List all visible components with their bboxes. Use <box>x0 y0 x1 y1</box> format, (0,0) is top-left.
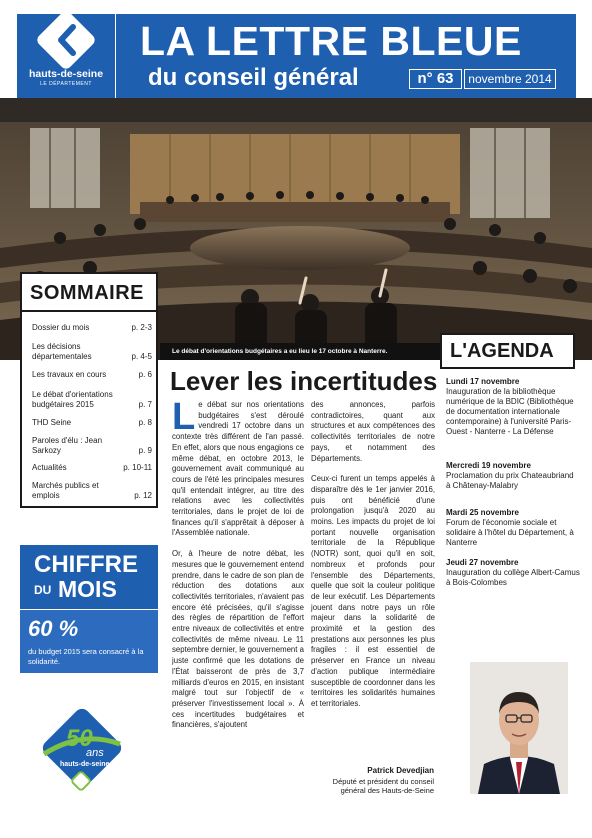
masthead <box>116 14 576 98</box>
agenda-date: Mercredi 19 novembre <box>446 461 531 470</box>
toc-item[interactable] <box>32 342 152 362</box>
logo-subtitle: LE DÉPARTEMENT <box>40 81 92 87</box>
toc-page: p. 8 <box>138 418 152 427</box>
chiffre-title: CHIFFRE <box>34 551 138 578</box>
anniversary-number: 50 <box>66 725 93 752</box>
article-headline: Lever les incertitudes <box>170 366 438 396</box>
portrait-illustration <box>470 662 568 794</box>
article-paragraph: Ceux-ci furent un temps appelés à disparaître dès le 1er janvier 2016, puis ont bénéficié d'une prolongation jusqu'à 2020 au moins. Les impacts du projet de loi portant nouvelle organisation territoriale de la République (NOTR) sont, quoi qu'il en soit, nombreux et profonds pour l'ensemble des Départements, quelle que soit la couleur politique de leur exécutif. Les Départements jouent dans notre pays un rôle majeur dans la solidarité de proximité et la gestion des prestations aux personnes les plus fragiles : il est essentiel de préserver en France un niveau d'action publique intermédiaire susceptible de coordonner dans les territoires les solidarités humaines et territoriales. <box>311 474 435 708</box>
logo-name: hauts-de-seine <box>28 68 104 80</box>
toc-label: Marchés publics et emplois <box>32 481 99 500</box>
toc-item[interactable] <box>32 370 152 380</box>
toc-label: Actualités <box>32 463 67 472</box>
agenda-item <box>446 377 580 437</box>
newsletter-subtitle: du conseil général <box>148 64 359 91</box>
newsletter-title: LA LETTRE BLEUE <box>140 18 522 64</box>
agenda-text: Inauguration de la bibliothèque numérique de la BDIC (Bibliothèque de documentation internationale contemporaine) à l'université Paris-Ouest - Nanterre - La Défense <box>446 387 574 436</box>
agenda-item <box>446 461 580 491</box>
signature-role: Député et président du conseil général des Hauts-de-Seine <box>332 777 434 795</box>
anniversary-word: ans <box>86 747 104 759</box>
anniversary-brand: hauts-de-seine <box>60 761 110 768</box>
chevron-left-icon <box>53 24 79 56</box>
issue-number: n° 63 <box>409 69 462 89</box>
toc-label: Le débat d'orientations budgétaires 2015 <box>32 390 113 409</box>
agenda-list <box>440 369 580 599</box>
chiffre-mois: MOIS <box>58 576 117 602</box>
photo-caption: Le débat d'orientations budgétaires a eu lieu le 17 octobre à Nanterre. <box>160 343 440 360</box>
toc-page: p. 7 <box>138 400 152 409</box>
toc-label: Les décisions départementales <box>32 342 92 361</box>
chiffre-text: du budget 2015 sera consacré à la solidarité. <box>28 647 144 666</box>
article-paragraph <box>172 396 304 539</box>
article-column-2 <box>311 400 435 720</box>
figure-of-month-header <box>20 545 158 609</box>
toc-page: p. 2-3 <box>131 323 152 332</box>
agenda-heading: L'AGENDA <box>450 340 554 362</box>
toc-label: Dossier du mois <box>32 323 90 332</box>
article-paragraph: des annonces, parfois contradictoires, quant aux structures et aux compétences des collectivités territoriales de notre pays, et notamment des Départements. <box>311 400 435 463</box>
article-paragraph: Or, à l'heure de notre débat, les mesures que le gouvernement entend prendre, dans le cadre de son plan de réduction des dotations aux collectivités territoriales, n'avaient pas encore été précisées, qu'il s'agisse des règles de répartition de l'effort entre niveaux de collectivités et entre collectivités de même niveau. Le 11 septembre dernier, le gouvernement a juste confirmé que les dotations de l'État baisseront de près de 3,7 milliards d'euros en 2015, en insistant malgré tout sur l'objectif de « préserver l'investissement local ». À ces incertitudes budgétaires et financières, s'ajoutent <box>172 549 304 730</box>
toc-item[interactable] <box>32 390 152 410</box>
chiffre-value: 60 % <box>28 616 79 641</box>
fifty-years-logo <box>34 700 130 796</box>
toc-page: p. 12 <box>134 491 152 500</box>
chiffre-du: DU <box>34 583 52 597</box>
agenda-text: Forum de l'économie sociale et solidaire à l'hôtel du Département, à Nanterre <box>446 518 574 547</box>
agenda-date: Jeudi 27 novembre <box>446 558 519 567</box>
toc-item[interactable] <box>32 323 152 333</box>
agenda-date: Mardi 25 novembre <box>446 508 519 517</box>
agenda-text: Inauguration du collège Albert-Camus à Bois-Colombes <box>446 568 580 587</box>
toc-label: Les travaux en cours <box>32 370 107 379</box>
figure-of-month-body <box>20 610 158 673</box>
table-of-contents <box>20 272 158 508</box>
toc-label: Paroles d'élu : Jean Sarkozy <box>32 436 103 455</box>
signature-name: Patrick Devedjian <box>367 766 434 775</box>
toc-page: p. 9 <box>138 446 152 455</box>
toc-page: p. 6 <box>138 370 152 379</box>
toc-item[interactable] <box>32 463 152 473</box>
agenda-item <box>446 508 580 548</box>
drop-cap: L <box>172 396 196 438</box>
agenda-header <box>440 333 575 369</box>
brand-logo <box>17 14 115 98</box>
divider <box>22 310 156 312</box>
agenda-date: Lundi 17 novembre <box>446 377 520 386</box>
toc-item[interactable] <box>32 436 152 456</box>
agenda-item <box>446 558 580 588</box>
signature-block <box>310 766 434 795</box>
issue-date: novembre 2014 <box>464 69 556 89</box>
toc-item[interactable] <box>32 481 152 501</box>
toc-item[interactable] <box>32 418 152 428</box>
toc-page: p. 10-11 <box>123 463 152 472</box>
agenda-text: Proclamation du prix Chateaubriand à Châtenay-Malabry <box>446 471 574 490</box>
sommaire-heading: SOMMAIRE <box>30 282 144 304</box>
toc-label: THD Seine <box>32 418 72 427</box>
article-column-1 <box>172 396 304 741</box>
toc-page: p. 4-5 <box>131 352 152 361</box>
paragraph-text: e débat sur nos orientations budgétaires s'est déroulé vendredi 17 octobre dans un contexte très différent de l'an passé. En effet, alors que nous engagions ce même débat, en octobre 2013, le gouvernement avait communiqué au cours de l'été les principales mesures qu'il entendait intégrer, au titre des relations avec les collectivités territoriales, dans le projet de loi de finances qu'il s'apprêtait à déposer à l'Assemblée nationale. <box>172 400 304 538</box>
author-portrait <box>470 662 568 794</box>
